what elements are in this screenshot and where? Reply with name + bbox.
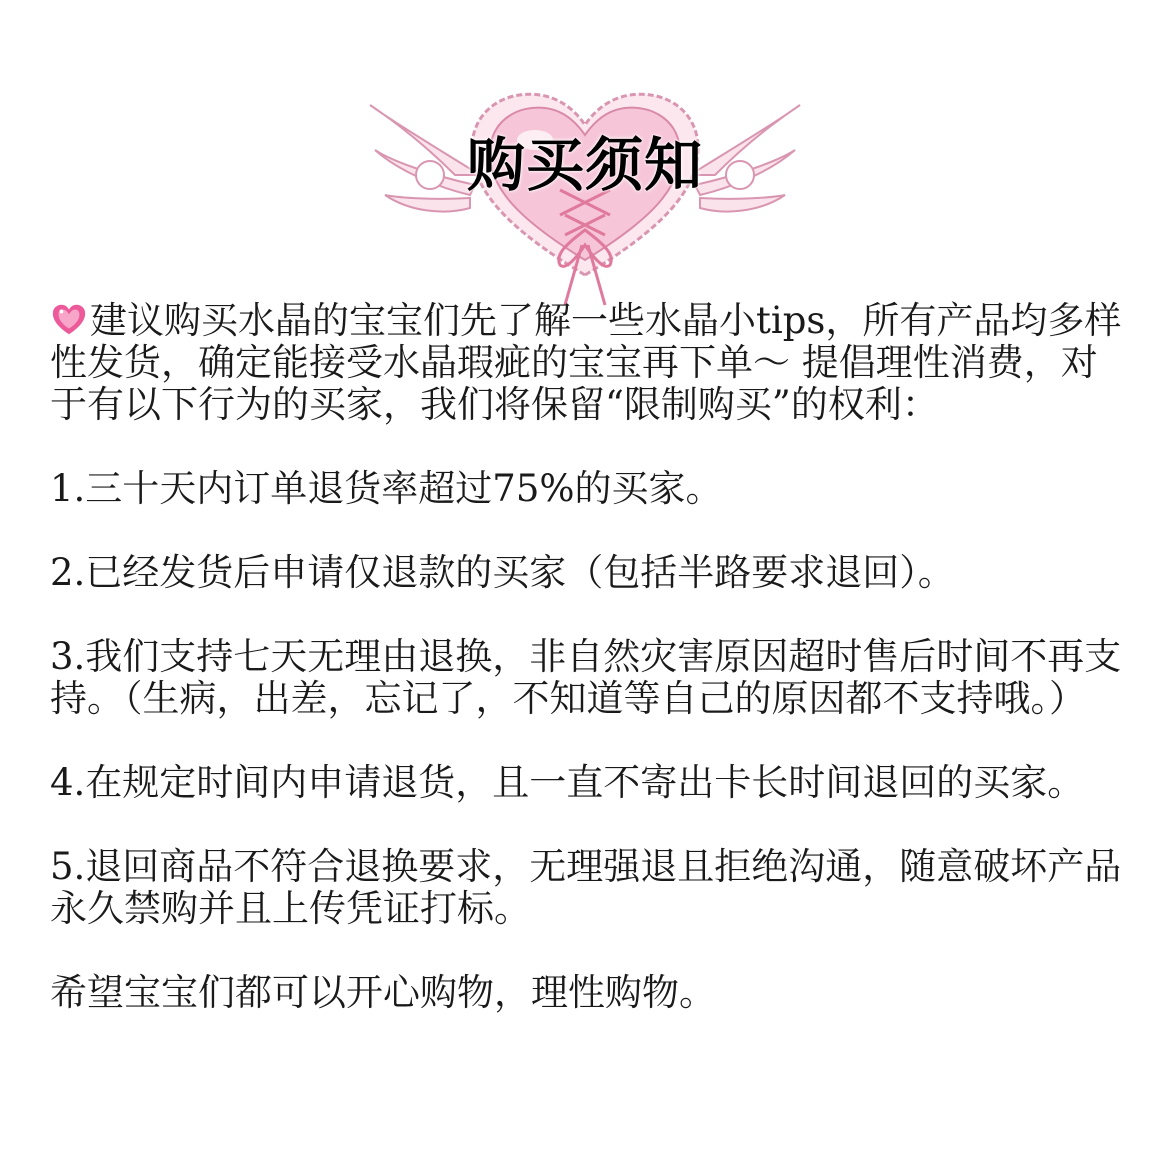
sparkling-heart-icon [50, 301, 88, 339]
rule-item-4: 4.在规定时间内申请退货，且一直不寄出卡长时间退回的买家。 [50, 761, 1085, 804]
notice-content [50, 300, 1130, 1056]
rule-item-1: 1.三十天内订单退货率超过75%的买家。 [50, 467, 723, 510]
rule-item-5: 5.退回商品不符合退换要求，无理强退且拒绝沟通，随意破坏产品永久禁购并且上传凭证打标。 [50, 845, 1122, 930]
rule-item-2: 2.已经发货后申请仅退款的买家（包括半路要求退回）。 [50, 551, 955, 594]
page-title: 购买须知 [466, 131, 703, 199]
intro-text: 建议购买水晶的宝宝们先了解一些水晶小tips，所有产品均多样性发货，确定能接受水晶瑕疵的宝宝再下单～ 提倡理性消费，对于有以下行为的买家，我们将保留“限制购买”的权利： [50, 299, 1122, 426]
header [0, 80, 1170, 310]
intro-paragraph [50, 300, 1130, 426]
closing-text: 希望宝宝们都可以开心购物，理性购物。 [50, 971, 716, 1014]
rule-item-3: 3.我们支持七天无理由退换，非自然灾害原因超时售后时间不再支持。（生病，出差，忘记了，不知道等自己的原因都不支持哦。） [50, 635, 1122, 720]
